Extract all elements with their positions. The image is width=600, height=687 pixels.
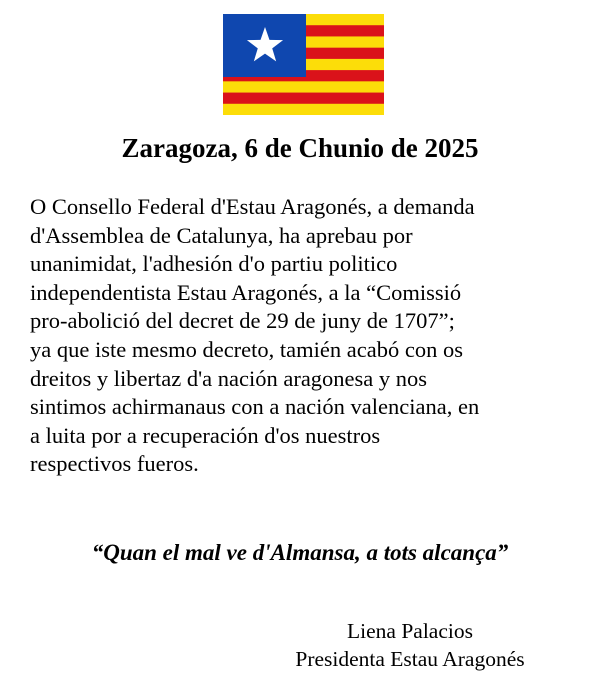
estelada-flag-icon bbox=[223, 14, 384, 115]
body-line: respectivos fueros. bbox=[30, 451, 199, 477]
body-line: unanimidat, l'adhesión d'o partiu politico bbox=[30, 251, 398, 277]
body-line: sintimos achirmanaus con a nación valenciana, en bbox=[30, 394, 480, 420]
body-paragraph bbox=[30, 193, 582, 479]
flag-stripe bbox=[223, 104, 384, 115]
body-line: ya que iste mesmo decreto, tamién acabó con os bbox=[30, 336, 463, 362]
signer-title: Presidenta Estau Aragonés bbox=[295, 647, 525, 671]
flag-stripe bbox=[223, 81, 384, 93]
signer-name: Liena Palacios bbox=[347, 619, 473, 643]
flag-graphic bbox=[223, 14, 384, 115]
motto-quote: “Quan el mal ve d'Almansa, a tots alcança” bbox=[91, 540, 509, 565]
body-line: a luita por a recuperación d'os nuestros bbox=[30, 422, 381, 448]
signature-block bbox=[240, 617, 580, 673]
body-line: pro-abolició del decret de 29 de juny de 1707”; bbox=[30, 308, 455, 334]
body-line: d'Assemblea de Catalunya, ha aprebau por bbox=[30, 222, 413, 248]
body-line: dreitos y libertaz d'a nación aragonesa y nos bbox=[30, 365, 428, 391]
body-line: independentista Estau Aragonés, a la “Comissió bbox=[30, 279, 462, 305]
page-title: Zaragoza, 6 de Chunio de 2025 bbox=[121, 133, 479, 163]
body-line: O Consello Federal d'Estau Aragonés, a demanda bbox=[30, 194, 475, 219]
flag-stripe bbox=[223, 93, 384, 105]
